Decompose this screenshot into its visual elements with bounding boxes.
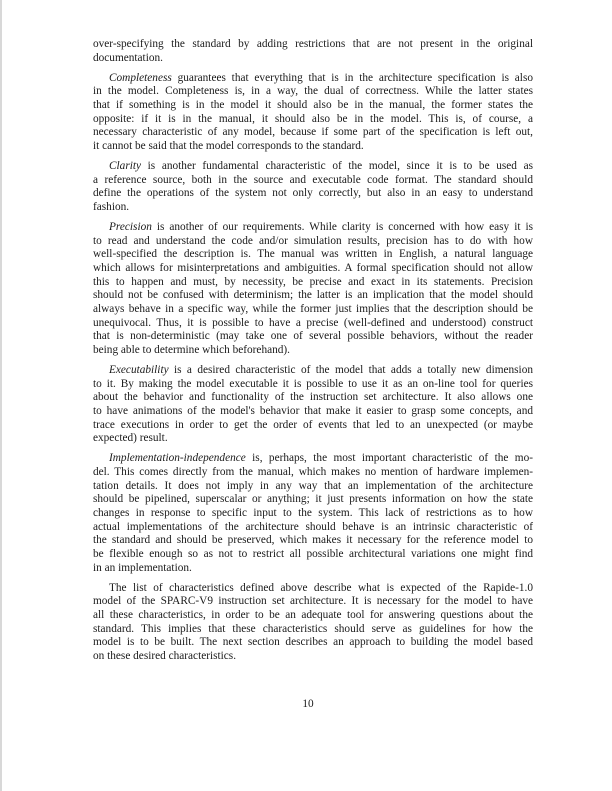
line-text: to read and understand the code and/or simulation results, precision has to do with how xyxy=(93,234,533,247)
text-line xyxy=(93,99,533,113)
line-text: all these characteristics, in order to be an adequate tool for answering questions about the xyxy=(93,608,533,621)
line-text: well-specified the description is. The manual was written in English, a natural language xyxy=(93,248,533,261)
line-text: about the behavior and functionality of the instruction set architecture. It also allows one xyxy=(93,391,533,404)
line-text: guarantees that everything that is in the architecture specification is also xyxy=(171,71,533,84)
text-line xyxy=(93,38,533,52)
line-text: over-specifying the standard by adding restrictions that are not present in the original xyxy=(93,38,533,50)
line-text: the standard and should be preserved, which makes it necessary for the reference model to xyxy=(93,534,533,547)
line-text: model of the SPARC-V9 instruction set architecture. It is necessary for the model to have xyxy=(93,595,533,608)
line-text: in the model. Completeness is, in a way, the dual of correctness. While the latter states xyxy=(93,85,533,98)
text-line xyxy=(93,636,533,650)
line-text: on these desired characteristics. xyxy=(93,649,237,662)
text-line xyxy=(93,548,533,562)
line-text: is, perhaps, the most important characteristic of the mo- xyxy=(245,452,533,465)
text-line xyxy=(93,317,533,331)
paragraph xyxy=(93,582,533,664)
line-text: that if something is in the model it should also be in the manual, the former states the xyxy=(93,99,533,112)
line-text: tation details. It does not imply in any way that an implementation of the architecture xyxy=(93,479,533,492)
text-line xyxy=(93,595,533,609)
text-line xyxy=(93,276,533,290)
text-line xyxy=(93,452,533,466)
line-text: being able to determine which beforehand). xyxy=(93,343,290,356)
text-line xyxy=(93,262,533,276)
line-text: necessary characteristic of any model, because if some part of the specification is left out, xyxy=(93,126,533,139)
line-text: always behave in a specific way, while the former just implies that the description should be xyxy=(93,303,533,316)
text-line xyxy=(93,391,533,405)
italic-term: Precision xyxy=(109,221,152,234)
text-line xyxy=(93,187,533,201)
paragraph xyxy=(93,160,533,215)
line-text: is another of our requirements. While clarity is concerned with how easy it is xyxy=(151,221,533,234)
text-line xyxy=(93,330,533,344)
line-text: del. This comes directly from the manual, which makes no mention of hardware implemen- xyxy=(93,466,533,479)
line-text: to have animations of the model's behavior that make it easier to grasp some concepts, and xyxy=(93,405,533,418)
text-line xyxy=(93,289,533,303)
line-text: this to happen and must, by necessity, be precise and exact in its statements. Precision xyxy=(93,275,533,288)
paragraph xyxy=(93,364,533,446)
text-line xyxy=(93,405,533,419)
text-line xyxy=(93,562,533,576)
text-line xyxy=(93,201,533,215)
text-line xyxy=(93,480,533,494)
text-line xyxy=(93,248,533,262)
text-line xyxy=(93,52,533,66)
line-text: in an implementation. xyxy=(93,561,192,574)
line-text: is a desired characteristic of the model that adds a totally new dimension xyxy=(168,364,533,377)
line-text: unequivocal. Thus, it is possible to have a precise (well-defined and understood) construct xyxy=(93,316,533,329)
text-line xyxy=(93,521,533,535)
text-line xyxy=(93,432,533,446)
page-number: 10 xyxy=(302,698,314,710)
text-line xyxy=(93,113,533,127)
line-text: model is to be built. The next section describes an approach to building the model based xyxy=(93,636,533,649)
text-line xyxy=(93,378,533,392)
text-line xyxy=(93,221,533,235)
line-text: define the operations of the system not only correctly, but also in an easy to understand xyxy=(93,187,533,200)
line-text: The list of characteristics defined above describe what is expected of the Rapide-1.0 xyxy=(109,581,533,594)
text-line xyxy=(93,126,533,140)
line-text: documentation. xyxy=(93,51,163,64)
line-text: fashion. xyxy=(93,201,130,214)
line-text: should not be confused with determinism; the latter is an implication that the model should xyxy=(93,289,533,302)
line-text: be flexible enough so as not to restrict all possible architectural variations one might find xyxy=(93,547,533,560)
paragraph xyxy=(93,452,533,575)
text-line xyxy=(93,160,533,174)
text-line xyxy=(93,493,533,507)
text-line xyxy=(93,582,533,596)
text-line xyxy=(93,303,533,317)
text-line xyxy=(93,507,533,521)
body-text xyxy=(93,38,533,670)
line-text: should be pipelined, superscalar or anything; it just presents information on how the state xyxy=(93,493,533,506)
italic-term: Executability xyxy=(109,364,169,377)
italic-term: Clarity xyxy=(109,160,142,173)
text-line xyxy=(93,466,533,480)
line-text: actual implementations of the architecture should behave is an intrinsic characteristic of xyxy=(93,520,533,533)
text-line xyxy=(93,174,533,188)
line-text: opposite: if it is in the manual, it should also be in the model. This is, of course, a xyxy=(93,112,533,125)
text-line xyxy=(93,85,533,99)
text-line xyxy=(93,609,533,623)
line-text: it cannot be said that the model corresponds to the standard. xyxy=(93,139,364,152)
text-line xyxy=(93,140,533,154)
text-line xyxy=(93,623,533,637)
paragraph xyxy=(93,38,533,65)
paragraph xyxy=(93,72,533,154)
text-line xyxy=(93,534,533,548)
line-text: is another fundamental characteristic of the model, since it is to be used as xyxy=(141,160,533,173)
line-text: changes in response to specific input to the system. This lack of restrictions as to how xyxy=(93,507,533,519)
line-text: to it. By making the model executable it is possible to use it as an on-line tool for queries xyxy=(93,377,533,390)
text-line xyxy=(93,344,533,358)
line-text: standard. This implies that these characteristics should serve as guidelines for how the xyxy=(93,622,533,635)
text-line xyxy=(93,364,533,378)
line-text: trace executions in order to get the order of events that led to an unexpected (or maybe xyxy=(93,418,533,431)
line-text: which allows for misinterpretations and ambiguities. A formal specification should not allow xyxy=(93,262,533,275)
italic-term: Implementation-independence xyxy=(109,452,246,465)
line-text: that is non-deterministic (may take one of several possible behaviors, without the reader xyxy=(93,330,533,343)
line-text: expected) result. xyxy=(93,432,168,445)
line-text: a reference source, both in the source and executable code format. The standard should xyxy=(93,173,533,186)
text-line xyxy=(93,650,533,664)
text-line xyxy=(93,419,533,433)
text-line xyxy=(93,72,533,86)
text-line xyxy=(93,235,533,249)
paragraph xyxy=(93,221,533,357)
italic-term: Completeness xyxy=(109,71,172,84)
